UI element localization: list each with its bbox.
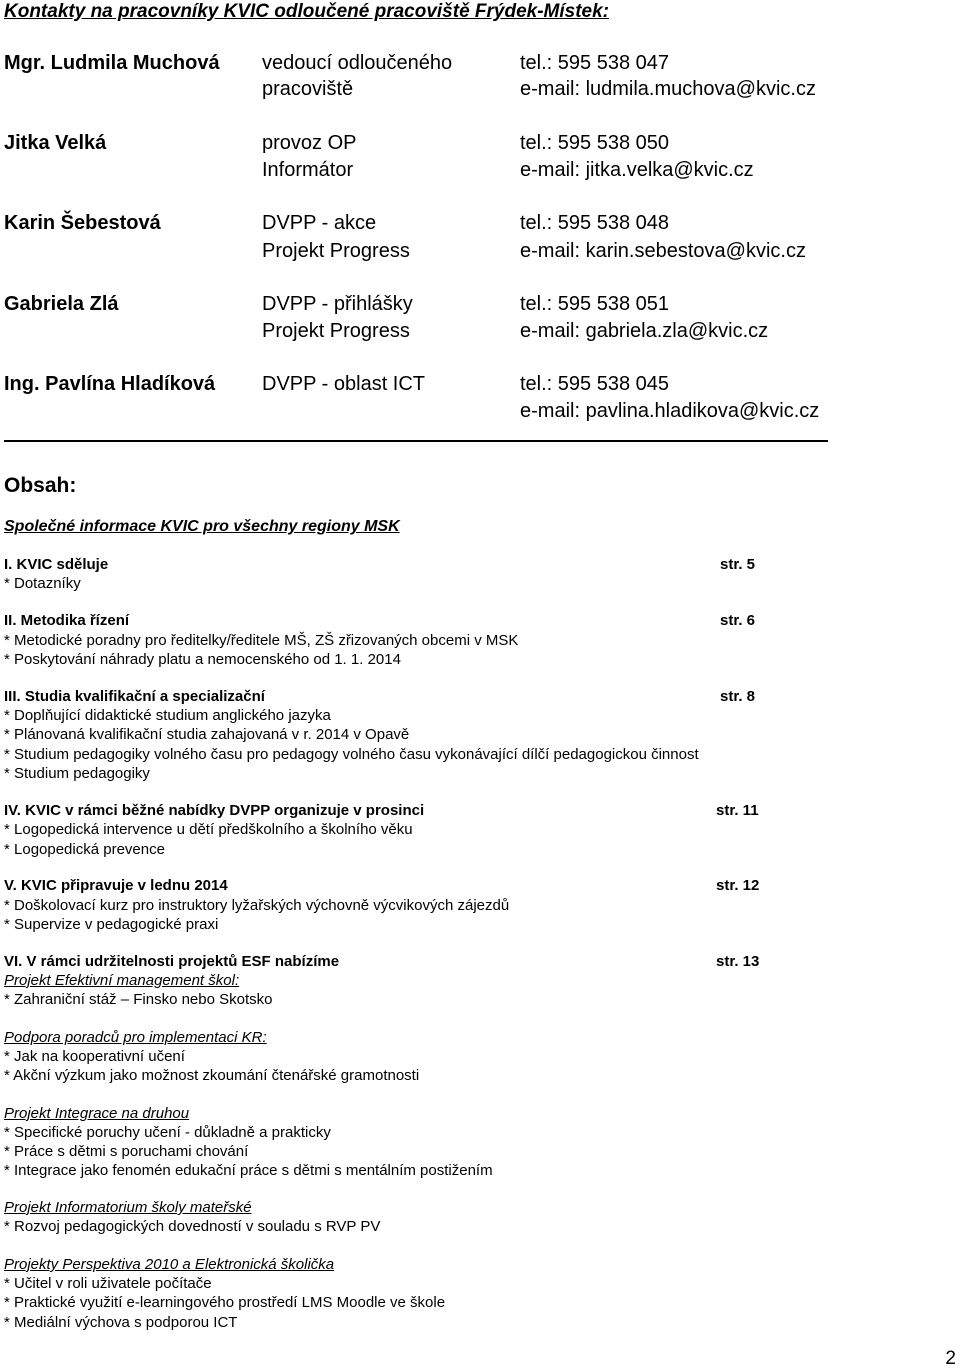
contact-role-line2: Informátor xyxy=(262,159,354,181)
contact-role: vedoucí odloučeného xyxy=(262,52,453,74)
section-page: str. 8 xyxy=(720,688,756,705)
contact-phone: tel.: 595 538 047 xyxy=(520,52,670,74)
section-item: * Studium pedagogiky volného času pro pedagogy volného času vykonávající dílčí pedagogickou činnost xyxy=(4,746,699,763)
contact-role: DVPP - oblast ICT xyxy=(262,373,426,395)
contact-email[interactable]: e-mail: karin.sebestova@kvic.cz xyxy=(520,240,806,262)
project-title: Projekt Informatorium školy mateřské xyxy=(4,1199,252,1216)
contact-name: Karin Šebestová xyxy=(4,212,161,234)
contact-name: Gabriela Zlá xyxy=(4,293,119,315)
page-heading: Kontakty na pracovníky KVIC odloučené pracoviště Frýdek-Místek: xyxy=(4,1,610,22)
contact-name: Jitka Velká xyxy=(4,132,107,154)
contact-role: DVPP - akce xyxy=(262,212,377,234)
contact-phone: tel.: 595 538 048 xyxy=(520,212,670,234)
section-page: str. 13 xyxy=(716,953,760,970)
section-title: I. KVIC sděluje xyxy=(4,556,109,573)
project-item: * Rozvoj pedagogických dovedností v souladu s RVP PV xyxy=(4,1218,381,1235)
contact-name: Mgr. Ludmila Muchová xyxy=(4,52,220,74)
contact-email[interactable]: e-mail: pavlina.hladikova@kvic.cz xyxy=(520,400,820,422)
section-page: str. 6 xyxy=(720,612,756,629)
contact-phone: tel.: 595 538 050 xyxy=(520,132,670,154)
section-title: III. Studia kvalifikační a specializační xyxy=(4,688,265,705)
section-item: * Doškolovací kurz pro instruktory lyžařských výchovně výcvikových zájezdů xyxy=(4,897,510,914)
section-item: * Doplňující didaktické studium anglického jazyka xyxy=(4,707,331,724)
project-item: * Práce s dětmi s poruchami chování xyxy=(4,1143,249,1160)
section-item: * Plánovaná kvalifikační studia zahajovaná v r. 2014 v Opavě xyxy=(4,726,410,743)
section-item: * Studium pedagogiky xyxy=(4,765,150,782)
section-title: VI. V rámci udržitelnosti projektů ESF nabízíme xyxy=(4,953,340,970)
project-item: * Akční výzkum jako možnost zkoumání čtenářské gramotnosti xyxy=(4,1067,420,1084)
contents-title: Obsah: xyxy=(4,474,77,497)
project-item: * Učitel v roli uživatele počítače xyxy=(4,1275,212,1292)
project-title: Podpora poradců pro implementaci KR: xyxy=(4,1029,267,1046)
divider xyxy=(4,440,828,442)
contact-role-line2: Projekt Progress xyxy=(262,240,410,262)
section-title: V. KVIC připravuje v lednu 2014 xyxy=(4,877,228,894)
contact-email[interactable]: e-mail: gabriela.zla@kvic.cz xyxy=(520,320,769,342)
project-item: * Mediální výchova s podporou ICT xyxy=(4,1314,238,1331)
contact-phone: tel.: 595 538 045 xyxy=(520,373,670,395)
contents-subheading: Společné informace KVIC pro všechny regiony MSK xyxy=(4,518,400,535)
section-page: str. 5 xyxy=(720,556,756,573)
section-item: * Dotazníky xyxy=(4,575,81,592)
contact-phone: tel.: 595 538 051 xyxy=(520,293,670,315)
section-page: str. 11 xyxy=(716,802,759,819)
section-item: * Logopedická prevence xyxy=(4,841,165,858)
project-item: * Jak na kooperativní učení xyxy=(4,1048,185,1065)
project-title: Projekty Perspektiva 2010 a Elektronická školička xyxy=(4,1256,335,1273)
project-title: Projekt Integrace na druhou xyxy=(4,1105,190,1122)
contact-email[interactable]: e-mail: ludmila.muchova@kvic.cz xyxy=(520,78,816,100)
contact-email[interactable]: e-mail: jitka.velka@kvic.cz xyxy=(520,159,754,181)
section-item: * Poskytování náhrady platu a nemocenského od 1. 1. 2014 xyxy=(4,651,401,668)
section-title: II. Metodika řízení xyxy=(4,612,130,629)
project-title: Projekt Efektivní management škol: xyxy=(4,972,240,989)
section-item: * Logopedická intervence u dětí předškolního a školního věku xyxy=(4,821,413,838)
contact-role-line2: Projekt Progress xyxy=(262,320,410,342)
contact-role: provoz OP xyxy=(262,132,357,154)
section-title: IV. KVIC v rámci běžné nabídky DVPP organizuje v prosinci xyxy=(4,802,425,819)
project-item: * Praktické využití e-learningového prostředí LMS Moodle ve škole xyxy=(4,1294,446,1311)
project-item: * Specifické poruchy učení - důkladně a prakticky xyxy=(4,1124,331,1141)
section-item: * Supervize v pedagogické praxi xyxy=(4,916,219,933)
page-number: 2 xyxy=(945,1348,956,1369)
section-page: str. 12 xyxy=(716,877,760,894)
contact-name: Ing. Pavlína Hladíková xyxy=(4,373,216,395)
contact-role: DVPP - přihlášky xyxy=(262,293,413,315)
section-item: * Metodické poradny pro ředitelky/ředitele MŠ, ZŠ zřizovaných obcemi v MSK xyxy=(4,632,519,649)
project-item: * Zahraniční stáž – Finsko nebo Skotsko xyxy=(4,991,273,1008)
project-item: * Integrace jako fenomén edukační práce s dětmi s mentálním postižením xyxy=(4,1162,493,1179)
contact-role-line2: pracoviště xyxy=(262,78,354,100)
